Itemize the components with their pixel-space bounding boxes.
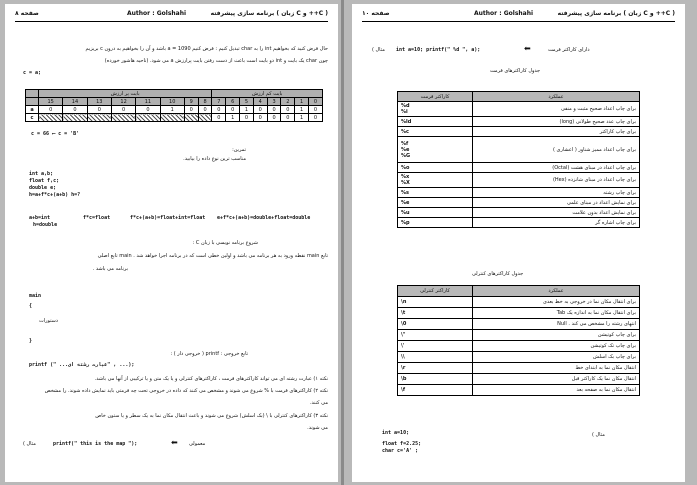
example-tag: مثال ) — [23, 441, 36, 447]
table-row — [398, 188, 640, 198]
book-title: برنامه سازی پیشرفته ( زبان C و ++C ) — [557, 10, 675, 17]
bit-cell: 1 — [240, 106, 254, 114]
solution-part: f*c+(a+b)=float+int=float — [130, 215, 206, 221]
format-table-title: جدول کاراکترهای فرمت — [490, 68, 541, 74]
format-code: %o — [401, 164, 410, 171]
control-code: \f — [398, 385, 473, 396]
bit-cell: 0 — [87, 106, 111, 114]
bit-cell: 0 — [39, 106, 63, 114]
arrow-icon: ⬅ — [171, 438, 178, 447]
bit-cell: 0 — [111, 106, 135, 114]
note-line: می کنند. — [309, 400, 328, 406]
intro-line: حال فرض کنید که بخواهیم int را به char تبدیل کنیم : فرض کنیم 1090 = a باشد و آن را بخواهیم به درون c بریزیم — [85, 46, 328, 52]
table-row — [398, 352, 640, 363]
solution-part: a+b=int — [29, 215, 51, 221]
code-line: دستورات — [39, 318, 59, 324]
table-row — [398, 208, 640, 218]
format-desc: برای چاپ کاراکتر — [473, 127, 640, 137]
format-code-cell — [398, 173, 473, 188]
bit-cell: 1 — [160, 106, 184, 114]
control-desc: انتهای رشته را مشخص می کند . Null — [473, 319, 640, 330]
bit-index: 7 — [212, 98, 226, 106]
control-table — [397, 285, 640, 396]
author-label: Author : Golshahi — [474, 10, 534, 17]
column-header: کاراکتر فرمت — [398, 92, 473, 102]
control-code: \' — [398, 341, 473, 352]
example-tag: مثال ) — [592, 432, 605, 438]
bit-cell: 0 — [281, 114, 295, 122]
table-row — [398, 137, 640, 163]
row-label: a — [26, 106, 39, 114]
bit-index: 15 — [39, 98, 63, 106]
bit-cell: 0 — [253, 114, 267, 122]
format-code: %ld — [401, 118, 412, 125]
control-code: \\ — [398, 352, 473, 363]
format-code: %x — [401, 174, 410, 180]
format-code: %s — [401, 189, 409, 196]
high-byte-label: بایت پر ارزش — [39, 90, 212, 98]
bit-cell: 0 — [226, 106, 240, 114]
author-label: Author : Golshahi — [127, 10, 187, 17]
format-desc: برای نمایش اعداد بدون علامت — [473, 208, 640, 218]
main-desc: تابع main نقطه ورود به هر برنامه می باشد و اولین خطی است که در برنامه اجرا خواهد شد . main تابع اصلی — [97, 253, 328, 259]
exercise-desc: مناسب ترین نوع داده را بیابید. — [183, 156, 246, 162]
bit-cell — [184, 114, 198, 122]
format-table — [397, 91, 640, 228]
table-row — [398, 163, 640, 173]
bit-index: 13 — [87, 98, 111, 106]
code-line: } — [29, 338, 33, 344]
code-line: float f,c; — [29, 178, 60, 184]
bit-index: 5 — [240, 98, 254, 106]
bit-cell: 1 — [226, 114, 240, 122]
bit-table — [25, 89, 323, 122]
format-code: %p — [401, 219, 410, 226]
bit-row-c — [26, 114, 323, 122]
bit-cell — [111, 114, 135, 122]
control-code: \b — [398, 374, 473, 385]
example-code: int a=10; printf(" %d ", a); — [396, 47, 481, 53]
page-header — [15, 10, 328, 20]
page-header — [362, 10, 675, 20]
code-line: int a=10; — [382, 430, 410, 436]
table-row — [398, 308, 640, 319]
control-code: \r — [398, 363, 473, 374]
control-desc: برای انتقال مکان نما به اندازه یک Tab — [473, 308, 640, 319]
format-code-cell — [398, 102, 473, 117]
control-desc: برای انتقال مکان نما در خروجی به خط بعدی — [473, 297, 640, 308]
bit-cell: 0 — [253, 106, 267, 114]
bit-cell: 0 — [184, 106, 198, 114]
right-page — [352, 4, 685, 482]
bit-index: 6 — [226, 98, 240, 106]
column-header: کاراکتر کنترلی — [398, 286, 473, 297]
format-code: %G — [401, 152, 411, 159]
solution-part: e+f*c+(a+b)=double+float=double — [217, 215, 311, 221]
table-row — [398, 127, 640, 137]
format-desc: برای چاپ اشاره گر — [473, 218, 640, 228]
bit-cell: 0 — [267, 114, 281, 122]
code-line: int a,b; — [29, 171, 54, 177]
bit-index: 10 — [160, 98, 184, 106]
bit-index: 1 — [295, 98, 309, 106]
header-rule — [362, 21, 675, 22]
bit-cell — [198, 114, 212, 122]
page-number: صفحه ۸ — [15, 10, 39, 17]
intro-line: چون char یک بایت و int دو بایت است باعث از دست رفتن بایت پرارزش a می شود. (ناحیه هاشور خورده) — [104, 58, 328, 64]
exercise-title: تمرین: — [232, 147, 246, 153]
printf-syntax: printf (" ...عبارت رشته ای" , ...); — [29, 362, 135, 368]
bit-index-row — [26, 98, 323, 106]
bit-cell — [87, 114, 111, 122]
table-row — [398, 218, 640, 228]
control-desc: برای چاپ تک کوتیشن — [473, 341, 640, 352]
control-desc: برای چاپ بک اسلش — [473, 352, 640, 363]
bit-index: 4 — [253, 98, 267, 106]
control-desc: انتقال مکان نما به ابتدای خط — [473, 363, 640, 374]
bit-cell — [160, 114, 184, 122]
format-code-cell — [398, 137, 473, 163]
code-line: h=a+f*c+(a+b) h=? — [29, 192, 81, 198]
section-title: شروع برنامه نویسی با زبان C : — [192, 240, 258, 246]
control-desc: انتقال مکان نما به صفحه بعد — [473, 385, 640, 396]
example-code: printf(" this is the map "); — [53, 441, 138, 447]
left-page — [5, 4, 338, 482]
format-desc: برای چاپ اعداد در مبنای شانزده (Hex) — [473, 173, 640, 188]
format-code-cell — [398, 127, 473, 137]
format-desc: برای چاپ عدد صحیح طولانی (long) — [473, 117, 640, 127]
note-line: نکته ۱) عبارت رشته ای می تواند کاراکترهای فرمت ، کاراکترهای کنترلی و یا یک متن و یا ترکیبی از آنها می باشد. — [94, 376, 328, 382]
code-line: c = a; — [23, 70, 42, 76]
format-desc: برای چاپ اعداد صحیح مثبت و منفی — [473, 102, 640, 117]
printf-title: تابع خروجی : printf ( خروجی دار ) : — [170, 351, 248, 357]
format-code: %d — [401, 103, 410, 109]
solution-part: h=double — [33, 222, 58, 228]
bit-cell: 0 — [198, 106, 212, 114]
column-header: عملکرد — [473, 286, 640, 297]
example-tag: مثال ) — [372, 47, 385, 53]
format-code: %i — [401, 109, 408, 115]
format-code-cell — [398, 218, 473, 228]
note-line: نکته ۲) کاراکترهای فرمت با % شروع می شوند و مشخص می کنند که داده در خروجی تحت چه فرمتی باید نمایش داده شوند. را مشخص — [44, 388, 328, 394]
format-code-cell — [398, 188, 473, 198]
table-row — [398, 330, 640, 341]
bit-index: 2 — [281, 98, 295, 106]
table-row — [398, 102, 640, 117]
format-code-cell — [398, 208, 473, 218]
bit-index: 14 — [63, 98, 87, 106]
bit-row-a — [26, 106, 323, 114]
bit-cell: 0 — [63, 106, 87, 114]
bit-cell — [63, 114, 87, 122]
main-desc: برنامه می باشد . — [92, 266, 128, 272]
format-code-cell — [398, 117, 473, 127]
example-note: دارای کاراکتر فرمت — [548, 47, 590, 53]
example-label: معمولی — [189, 441, 206, 447]
bit-cell: 0 — [309, 106, 323, 114]
control-code: \" — [398, 330, 473, 341]
code-line: float f=2.25; — [382, 441, 422, 447]
control-code: \n — [398, 297, 473, 308]
note-line: می شوند. — [307, 425, 328, 431]
bit-cell: 0 — [267, 106, 281, 114]
bit-cell — [39, 114, 63, 122]
control-code: \0 — [398, 319, 473, 330]
table-row — [398, 117, 640, 127]
control-table-title: جدول کاراکترهای کنترلی — [472, 271, 524, 277]
table-row — [398, 297, 640, 308]
bit-cell: 1 — [295, 114, 309, 122]
format-code: %X — [401, 180, 410, 186]
bit-index: 3 — [267, 98, 281, 106]
control-desc: انتقال مکان نما یک کاراکتر قبل — [473, 374, 640, 385]
format-code: %f — [401, 140, 409, 147]
page-number: صفحه ۱۰ — [362, 10, 390, 17]
bit-index: 11 — [136, 98, 160, 106]
solution-part: f*c=float — [83, 215, 111, 221]
book-title: برنامه سازی پیشرفته ( زبان C و ++C ) — [210, 10, 328, 17]
table-row — [398, 319, 640, 330]
bit-index: 12 — [111, 98, 135, 106]
format-desc: برای چاپ اعداد در مبنای هشت (Octal) — [473, 163, 640, 173]
table-row — [398, 173, 640, 188]
bit-cell: 0 — [309, 114, 323, 122]
format-code: %u — [401, 209, 410, 216]
header-rule — [15, 21, 328, 22]
table-row — [398, 374, 640, 385]
format-code-cell — [398, 163, 473, 173]
code-line: main — [29, 293, 42, 299]
bit-index: 0 — [309, 98, 323, 106]
page-gutter — [341, 0, 344, 485]
format-desc: برای چاپ اعداد ممیز شناور ( اعشاری ) — [473, 137, 640, 163]
bit-cell: 0 — [136, 106, 160, 114]
bit-cell: 0 — [212, 106, 226, 114]
table-row — [398, 341, 640, 352]
bit-index: 9 — [184, 98, 198, 106]
bit-cell: 0 — [212, 114, 226, 122]
format-code: %e — [401, 199, 410, 206]
table-row — [398, 198, 640, 208]
format-code: %c — [401, 128, 409, 135]
bit-cell: 0 — [281, 106, 295, 114]
table-row — [398, 363, 640, 374]
row-label: c — [26, 114, 39, 122]
bit-cell — [136, 114, 160, 122]
column-header: عملکرد — [473, 92, 640, 102]
table-row — [398, 385, 640, 396]
control-desc: برای چاپ کوتیشن — [473, 330, 640, 341]
note-line: نکته ۳) کاراکترهای کنترلی با \ (بک اسلش) شروع می شوند و باعث انتقال مکان نما به یک سطر و یا ستون خاص — [95, 413, 328, 419]
bit-cell: 0 — [240, 114, 254, 122]
control-code: \t — [398, 308, 473, 319]
code-line: double e; — [29, 185, 57, 191]
bit-cell: 1 — [295, 106, 309, 114]
format-code-cell — [398, 198, 473, 208]
format-desc: برای نمایش اعداد در مبنای علمی — [473, 198, 640, 208]
format-code: %e — [401, 146, 410, 153]
bit-index: 8 — [198, 98, 212, 106]
low-byte-label: بایت کم ارزش — [212, 90, 323, 98]
arrow-icon: ⬅ — [524, 44, 531, 53]
code-line: { — [29, 303, 33, 309]
format-desc: برای چاپ رشته — [473, 188, 640, 198]
code-line: char c='A' ; — [382, 448, 419, 454]
c-result: c = 66 ⟵ c = 'B' — [31, 131, 80, 137]
